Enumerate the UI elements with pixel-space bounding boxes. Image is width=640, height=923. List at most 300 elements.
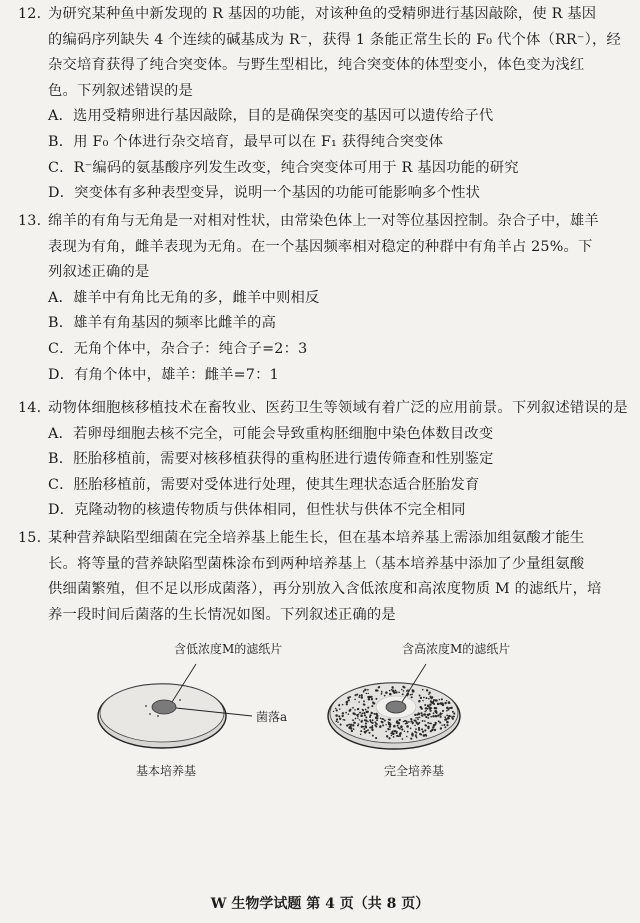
- colony-dot: [339, 718, 341, 720]
- colony-dot: [372, 735, 374, 737]
- colony-dot: [404, 731, 406, 733]
- colony-dot: [357, 717, 358, 718]
- colony-dot: [364, 731, 367, 734]
- colony-dot: [354, 722, 356, 724]
- colony-dot: [446, 707, 449, 710]
- colony-dot: [340, 724, 342, 726]
- colony-dot: [419, 717, 421, 719]
- colony-dot: [362, 726, 364, 728]
- colony-dot: [417, 717, 419, 719]
- colony-dot: [416, 714, 418, 716]
- colony-dot: [348, 713, 350, 715]
- colony-dot: [367, 693, 368, 694]
- colony-dot: [338, 704, 340, 706]
- colony-dot: [453, 713, 455, 715]
- colony-dot: [370, 712, 372, 714]
- colony-dot: [357, 715, 359, 717]
- colony-dot: [397, 725, 399, 727]
- question-number: 13.: [18, 213, 42, 229]
- colony-dot: [367, 696, 369, 698]
- colony-dot: [393, 736, 395, 738]
- option-d: D．有角个体中，雄羊：雌羊=7：1: [48, 366, 279, 383]
- colony-dot: [410, 718, 412, 720]
- colony-dot: [361, 694, 363, 696]
- question-number: 12.: [18, 6, 42, 22]
- colony-dot: [379, 725, 381, 727]
- colony-dot: [432, 696, 434, 698]
- colony-dot: [411, 732, 413, 734]
- colony-dot: [352, 724, 354, 726]
- colony-dot: [435, 699, 437, 701]
- colony-dot: [415, 734, 416, 735]
- colony-dot: [394, 730, 396, 732]
- colony-dot: [366, 711, 369, 714]
- colony-dot: [391, 686, 393, 688]
- colony-dot: [391, 735, 393, 737]
- colony-dot: [374, 724, 376, 726]
- colony-dot: [337, 721, 339, 723]
- colony-dot: [363, 712, 365, 714]
- colony-dot: [399, 719, 401, 721]
- colony-dot: [402, 693, 404, 695]
- colony-dot: [425, 710, 427, 712]
- page-footer: W 生物学试题 第 4 页（共 8 页）: [210, 896, 430, 912]
- colony-dot: [428, 713, 430, 715]
- colony-dot: [392, 733, 395, 736]
- colony-dot: [410, 694, 412, 696]
- colony-dot: [422, 731, 424, 733]
- colony-dot: [364, 714, 366, 716]
- colony-dot: [424, 713, 426, 715]
- option-c: C．无角个体中，杂合子：纯合子=2：3: [48, 340, 308, 357]
- colony-dot: [342, 719, 343, 720]
- colony-dot: [400, 732, 402, 734]
- colony-dot: [365, 709, 367, 711]
- question-stem-line: 的编码序列缺失 4 个连续的碱基成为 R⁻，获得 1 条能正常生长的 F₀ 代个体（RR⁻），经: [48, 31, 621, 48]
- option-b: B．雄羊有角基因的频率比雌羊的高: [48, 315, 277, 332]
- question-15: [18, 526, 624, 628]
- colony-dot: [357, 708, 359, 710]
- colony-dot: [367, 721, 368, 722]
- colony-dot: [439, 703, 440, 704]
- right-filter-paper-label: 含高浓度M的滤纸片: [402, 642, 511, 656]
- colony-dot: [416, 722, 418, 724]
- colony-dot: [367, 707, 369, 709]
- petri-dishes-drawing: [90, 636, 550, 786]
- question-stem-line: 色。下列叙述错误的是: [48, 82, 193, 99]
- colony-dot: [446, 700, 447, 701]
- colony-dot: [385, 731, 386, 732]
- colony-dot: [414, 731, 416, 733]
- colony-dot: [440, 716, 442, 718]
- colony-dot: [434, 710, 437, 713]
- colony-dot: [390, 733, 392, 735]
- colony-dot: [388, 719, 389, 720]
- colony-dot: [354, 713, 356, 715]
- colony-dot: [373, 702, 375, 704]
- colony-dot: [367, 689, 369, 691]
- colony-dot: [357, 725, 359, 727]
- colony-dot: [345, 712, 347, 714]
- colony-dot: [441, 724, 442, 725]
- question-stem-line: 列叙述正确的是: [48, 264, 150, 281]
- colony-dot: [419, 729, 421, 731]
- colony-dot: [425, 716, 427, 718]
- colony-dot: [440, 727, 442, 729]
- colony-dot: [360, 714, 363, 717]
- petri-dish-figure: [90, 636, 550, 786]
- colony-dot: [395, 690, 397, 692]
- option-a: A．雄羊中有角比无角的多，雌羊中则相反: [48, 289, 320, 306]
- colony-dot: [336, 721, 338, 723]
- colony-dot: [368, 698, 371, 701]
- complete-medium-label: 完全培养基: [384, 764, 445, 778]
- colony-dot: [418, 700, 420, 702]
- question-stem-line: 13. 绵羊的有角与无角是一对相对性状，由常染色体上一对等位基因控制。杂合子中，雄羊: [18, 209, 624, 235]
- colony-dot: [414, 720, 416, 722]
- option-a: A．选用受精卵进行基因敲除，目的是确保突变的基因可以遗传给子代: [48, 108, 494, 125]
- colony-dot: [444, 719, 446, 721]
- colony-dot: [363, 704, 365, 706]
- colony-dot: [381, 718, 383, 720]
- colony-dot: [439, 699, 440, 700]
- colony-dot: [401, 689, 403, 691]
- colony-dot: [448, 701, 451, 704]
- colony-dot: [435, 724, 437, 726]
- colony-dot: [433, 712, 435, 714]
- colony-dot: [378, 686, 380, 688]
- colony-dot: [381, 692, 382, 693]
- colony-dot: [410, 720, 412, 722]
- colony-dot: [446, 710, 448, 712]
- colony-dot: [350, 724, 352, 726]
- colony-dot: [422, 720, 424, 722]
- colony-dot: [351, 730, 353, 732]
- colony-dot: [410, 738, 412, 740]
- colony-dot: [380, 718, 382, 720]
- colony-dot: [415, 728, 417, 730]
- colony-dot: [422, 689, 424, 691]
- colony-dot: [423, 734, 426, 737]
- colony-dot: [403, 686, 405, 688]
- colony-dot: [358, 701, 360, 703]
- colony-dot: [433, 703, 435, 705]
- colony-dot: [375, 689, 377, 691]
- colony-dot: [369, 714, 371, 716]
- colony-dot: [440, 712, 442, 714]
- colony-dot: [426, 697, 428, 699]
- colony-dot: [449, 708, 450, 709]
- colony-dot: [408, 721, 410, 723]
- colony-dot: [446, 721, 449, 724]
- colony-dot: [396, 731, 397, 732]
- colony-dot: [434, 729, 436, 731]
- colony-dot: [371, 722, 373, 724]
- question-13: [18, 209, 624, 388]
- colony-dot: [387, 728, 389, 730]
- colony-dot: [452, 718, 454, 720]
- colony-dot: [428, 694, 430, 696]
- colony-dot: [374, 721, 376, 723]
- colony-dot: [406, 736, 408, 738]
- colony-dot: [418, 712, 420, 714]
- colony-dot: [352, 707, 354, 709]
- colony-dot: [424, 729, 426, 731]
- colony-dot: [388, 722, 390, 724]
- colony-dot: [422, 700, 423, 701]
- colony-dot: [342, 704, 344, 706]
- colony-dot: [437, 714, 439, 716]
- colony-dot: [366, 693, 368, 695]
- option-d: D．突变体有多种表型变异，说明一个基因的功能可能影响多个性状: [48, 185, 481, 202]
- colony-dot: [388, 737, 390, 739]
- colony-dot: [354, 709, 356, 711]
- colony-dot: [338, 715, 340, 717]
- question-stem-line: 长。将等量的营养缺陷型菌株涂布到两种培养基上（基本培养基中添加了少量组氨酸: [48, 555, 585, 572]
- colony-dot: [365, 726, 367, 728]
- colony-dot: [371, 705, 373, 707]
- colony-dot: [411, 694, 413, 696]
- colony-dot: [359, 719, 360, 720]
- colony-dot: [444, 716, 446, 718]
- colony-dot: [352, 719, 354, 721]
- colony-dot: [419, 695, 421, 697]
- colony-dot: [391, 689, 393, 691]
- colony-dot: [439, 722, 441, 724]
- colony-dot: [429, 703, 431, 705]
- colony-dot: [421, 707, 423, 709]
- colony-dot: [401, 738, 403, 740]
- colony-dot: [429, 692, 431, 694]
- colony-dot: [359, 712, 361, 714]
- colony-dot: [363, 690, 365, 692]
- colony-dot: [386, 735, 388, 737]
- colony-dot: [361, 712, 363, 714]
- colony-dot: [433, 701, 435, 703]
- colony-dot: [430, 730, 432, 732]
- question-stem-line: 15. 某种营养缺陷型细菌在完全培养基上能生长，但在基本培养基上需添加组氨酸才能生: [18, 526, 624, 552]
- colony-dot: [376, 723, 378, 725]
- colony-dot: [347, 697, 349, 699]
- colony-dot: [389, 690, 391, 692]
- colony-dot: [363, 700, 365, 702]
- colony-dot: [381, 691, 382, 692]
- colony-dot: [405, 723, 407, 725]
- colony-dot: [386, 724, 387, 725]
- question-stem-line: 养一段时间后菌落的生长情况如图。下列叙述正确的是: [48, 606, 396, 623]
- question-stem-line: 12. 为研究某种鱼中新发现的 R 基因的功能，对该种鱼的受精卵进行基因敲除，使 R 基因: [18, 2, 624, 28]
- colony-dot: [425, 724, 427, 726]
- colony-dot: [348, 726, 351, 729]
- colony-dot: [369, 727, 371, 729]
- colony-dot: [421, 728, 423, 730]
- colony-dot: [419, 733, 420, 734]
- colony-dot: [407, 731, 409, 733]
- colony-dot: [406, 721, 408, 723]
- colony-dot: [421, 714, 424, 717]
- colony-dot: [361, 696, 364, 699]
- colony-dot: [424, 720, 426, 722]
- colony-dot: [395, 691, 397, 693]
- colony-dot: [342, 712, 344, 714]
- option-b: B．胚胎移植前，需要对核移植获得的重构胚进行遗传筛查和性别鉴定: [48, 451, 494, 468]
- high-m-filter-paper: [386, 701, 406, 713]
- colony-dot: [411, 696, 413, 698]
- colony-dot: [425, 707, 427, 709]
- colony-dot: [404, 720, 406, 722]
- colony-dot: [407, 689, 409, 691]
- question-12: [18, 2, 624, 207]
- colony-dot: [420, 697, 422, 699]
- colony-dot: [393, 726, 395, 728]
- colony-dot: [425, 735, 427, 737]
- colony-dot: [372, 719, 374, 721]
- colony-dot: [441, 698, 443, 700]
- colony-dot: [362, 709, 364, 711]
- colony-dot: [361, 720, 363, 722]
- colony-dot: [365, 716, 367, 718]
- colony-dot: [432, 715, 434, 717]
- colony-dot: [336, 718, 338, 720]
- colony-dot: [430, 701, 432, 703]
- colony-dot: [375, 737, 377, 739]
- option-d: D．克隆动物的核遗传物质与供体相同，但性状与供体不完全相同: [48, 502, 466, 519]
- colony-dot: [392, 730, 394, 732]
- colony-dot: [355, 718, 357, 720]
- complete-medium-dish: [328, 664, 460, 749]
- colony-dot: [348, 724, 350, 726]
- colony-dot: [363, 728, 365, 730]
- colony-dot: [435, 715, 437, 717]
- colony-dot: [346, 724, 348, 726]
- colony-dot: [430, 716, 432, 718]
- colony-dot: [438, 720, 440, 722]
- colony-dot: [389, 693, 392, 696]
- colony-dot: [414, 714, 416, 716]
- colony-dot: [418, 727, 420, 729]
- colony-dot: [349, 710, 351, 712]
- colony-dot: [371, 698, 373, 700]
- colony-dot: [342, 715, 344, 717]
- colony-dot: [444, 702, 446, 704]
- question-stem-line: 14. 动物体细胞核移植技术在畜牧业、医药卫生等领域有着广泛的应用前景。下列叙述错误的是: [18, 396, 624, 422]
- colony-dot: [344, 719, 346, 721]
- option-a: A．若卵母细胞去核不完全，可能会导致重构胚细胞中染色体数目改变: [48, 425, 494, 442]
- colony-dot: [412, 689, 414, 691]
- colony-dot: [348, 700, 350, 702]
- colony-dot: [398, 692, 400, 694]
- colony-dot: [429, 710, 431, 712]
- option-c: C．R⁻编码的氨基酸序列发生改变，纯合突变体可用于 R 基因功能的研究: [48, 159, 519, 176]
- colony-dot: [399, 728, 401, 730]
- basic-medium-label: 基本培养基: [136, 764, 197, 778]
- colony-dot: [427, 717, 429, 719]
- colony-dot: [389, 725, 391, 727]
- colony-dot: [371, 729, 373, 731]
- colony-dot: [453, 716, 455, 718]
- colony-dot: [385, 691, 388, 694]
- option-c: C．胚胎移植前，需要对受体进行处理，使其生理状态适合胚胎发育: [48, 476, 480, 493]
- colony-dot: [442, 710, 444, 712]
- colony-dot: [432, 728, 434, 730]
- colony-dot: [440, 703, 442, 705]
- colony-dot: [415, 717, 417, 719]
- colony-dot: [427, 726, 430, 729]
- colony-dot: [373, 713, 375, 715]
- option-b: B．用 F₀ 个体进行杂交培育，最早可以在 F₁ 获得纯合突变体: [48, 133, 444, 150]
- colony-dot: [355, 694, 357, 696]
- colony-dot: [396, 735, 398, 737]
- colony-dot: [335, 714, 338, 717]
- colony-dot: [336, 709, 338, 711]
- colony-dot: [359, 695, 361, 697]
- colony-dot: [392, 690, 394, 692]
- colony-dot: [443, 724, 445, 726]
- colony-dot: [346, 701, 348, 703]
- colony-dot: [448, 715, 450, 717]
- basic-medium-dish: [98, 664, 252, 748]
- colony-dot: [427, 705, 430, 708]
- colony-dot: [420, 712, 422, 714]
- colony-dot: [410, 728, 412, 730]
- question-stem-line: 杂交培育获得了纯合突变体。与野生型相比，纯合突变体的体型变小，体色变为浅红: [48, 57, 585, 74]
- colony-dot: [382, 724, 384, 726]
- colony-dot: [452, 711, 454, 713]
- question-stem-line: 表现为有角，雌羊表现为无角。在一个基因频率相对稳定的种群中有角羊占 25%。下: [48, 238, 593, 255]
- colony-dot: [368, 732, 370, 734]
- colony-dot: [444, 726, 446, 728]
- colony-dot: [364, 719, 366, 721]
- question-14: [18, 396, 628, 524]
- colony-dot: [335, 708, 337, 710]
- question-stem-line: 供细菌繁殖，但不足以形成菌落），再分别放入含低浓度和高浓度物质 M 的滤纸片，培: [48, 581, 602, 598]
- colony-dot: [396, 721, 399, 724]
- colony-dot: [384, 720, 386, 722]
- colony-a-label: 菌落a: [256, 710, 288, 724]
- colony-dot: [406, 725, 409, 728]
- colony-dot: [432, 726, 434, 728]
- colony-dot: [423, 697, 425, 699]
- colony-dot: [376, 719, 378, 721]
- colony-dot: [353, 728, 355, 730]
- question-number: 15.: [18, 530, 42, 546]
- colony-dot: [333, 711, 334, 712]
- colony-dot: [400, 725, 403, 728]
- colony-dot: [426, 689, 428, 691]
- question-number: 14.: [18, 400, 42, 416]
- colony-dot: [375, 713, 378, 716]
- colony-dot: [381, 721, 383, 723]
- colony-dot: [417, 719, 419, 721]
- colony-dot: [412, 722, 414, 724]
- colony-dot: [419, 722, 420, 723]
- colony-dot: [414, 725, 416, 727]
- colony-dot: [365, 722, 367, 724]
- left-filter-paper-label: 含低浓度M的滤纸片: [174, 642, 283, 656]
- colony-dot: [403, 690, 405, 692]
- colony-dot: [446, 724, 448, 726]
- colony-dot: [354, 699, 356, 701]
- colony-dot: [427, 722, 429, 724]
- colony-dot: [339, 708, 340, 709]
- colony-dot: [375, 717, 377, 719]
- colony-dot: [424, 704, 426, 706]
- colony-dot: [358, 696, 360, 698]
- colony-dot: [360, 730, 362, 732]
- colony-dot: [384, 695, 386, 697]
- colony-dot: [429, 723, 430, 724]
- colony-dot: [428, 698, 430, 700]
